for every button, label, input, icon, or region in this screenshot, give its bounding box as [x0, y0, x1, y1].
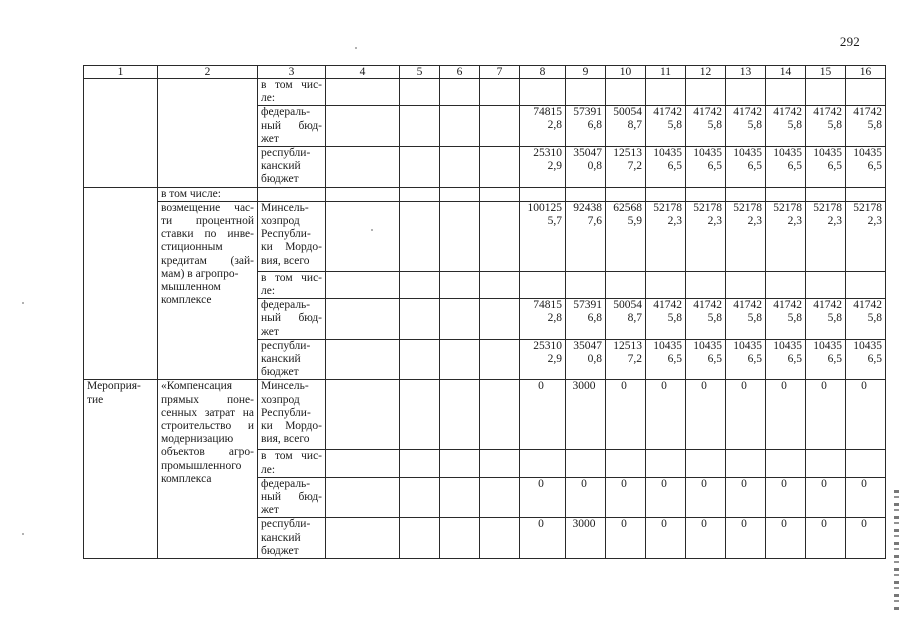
- value-part: 10435: [693, 339, 722, 352]
- empty-cell: [400, 201, 440, 271]
- value-cell: 0: [726, 477, 766, 518]
- column-number: 10: [606, 66, 646, 79]
- republican-budget-label: республи- канский бюджет: [258, 339, 326, 380]
- empty-cell: [440, 518, 480, 559]
- empty-cell: [566, 450, 606, 477]
- value-cell: [806, 299, 846, 340]
- empty-cell: [846, 187, 886, 201]
- empty-cell: [726, 450, 766, 477]
- empty-cell: [326, 106, 400, 147]
- empty-cell: [326, 147, 400, 188]
- value-cell: [566, 106, 606, 147]
- empty-cell: [686, 271, 726, 298]
- empty-cell: [400, 450, 440, 477]
- federal-budget-label: федераль- ный бюд- жет: [258, 106, 326, 147]
- federal-budget-label: федераль- ный бюд- жет: [258, 477, 326, 518]
- empty-cell: [646, 79, 686, 106]
- subsidy-description: возмещение час- ти процентной ставки по инве- стиционным кредитам (зай- мам) в агропро- мышленном комплексе: [158, 201, 258, 380]
- empty-cell: [846, 79, 886, 106]
- value-part: 6,5: [827, 352, 842, 365]
- value-cell: 0: [766, 380, 806, 450]
- value-part: 10435: [813, 339, 842, 352]
- value-cell: [766, 147, 806, 188]
- value-cell: [646, 147, 686, 188]
- value-part: 6,5: [827, 160, 842, 173]
- empty-cell: [726, 187, 766, 201]
- value-cell: 0: [520, 518, 566, 559]
- value-part: 6,5: [867, 352, 882, 365]
- value-part: 50054: [613, 299, 642, 312]
- in-that-number-label: в том чис- ле:: [258, 79, 326, 106]
- empty-cell: [766, 79, 806, 106]
- empty-cell: [766, 271, 806, 298]
- value-cell: [606, 339, 646, 380]
- column-number: 11: [646, 66, 686, 79]
- empty-cell: [520, 450, 566, 477]
- value-part: 12513: [613, 339, 642, 352]
- empty-cell: [766, 187, 806, 201]
- empty-cell: [806, 187, 846, 201]
- empty-cell: [400, 147, 440, 188]
- value-part: 5,8: [787, 312, 802, 325]
- column-number: 5: [400, 66, 440, 79]
- value-cell: [726, 106, 766, 147]
- value-part: 41742: [733, 299, 762, 312]
- value-part: 5,8: [787, 119, 802, 132]
- value-part: 10435: [653, 339, 682, 352]
- value-part: 5,8: [827, 312, 842, 325]
- value-cell: [686, 339, 726, 380]
- value-part: 10435: [773, 339, 802, 352]
- value-part: 41742: [653, 299, 682, 312]
- empty-cell: [326, 201, 400, 271]
- value-part: 6,5: [667, 160, 682, 173]
- empty-cell: [480, 380, 520, 450]
- in-that-number-label: в том чис- ле:: [258, 271, 326, 298]
- value-part: 41742: [813, 106, 842, 119]
- empty-cell: [258, 187, 326, 201]
- value-part: 52178: [853, 201, 882, 214]
- column-number: 4: [326, 66, 400, 79]
- value-cell: [846, 201, 886, 271]
- value-cell: [726, 201, 766, 271]
- value-part: 2,8: [547, 119, 562, 132]
- value-part: 25310: [533, 339, 562, 352]
- value-cell: [646, 299, 686, 340]
- column-number: 13: [726, 66, 766, 79]
- value-part: 8,7: [627, 312, 642, 325]
- empty-cell: [440, 106, 480, 147]
- value-cell: 0: [606, 477, 646, 518]
- value-part: 10435: [813, 147, 842, 160]
- value-cell: [846, 147, 886, 188]
- empty-cell: [440, 380, 480, 450]
- value-cell: 0: [646, 518, 686, 559]
- value-part: 5,8: [747, 312, 762, 325]
- value-part: 50054: [613, 106, 642, 119]
- column-number: 9: [566, 66, 606, 79]
- value-cell: [806, 147, 846, 188]
- empty-cell: [440, 299, 480, 340]
- empty-cell: [520, 271, 566, 298]
- empty-cell: [400, 518, 440, 559]
- value-cell: 0: [646, 380, 686, 450]
- value-part: 52178: [733, 201, 762, 214]
- value-cell: 3000: [566, 380, 606, 450]
- value-part: 6,5: [747, 352, 762, 365]
- value-part: 92438: [573, 201, 602, 214]
- empty-cell: [326, 187, 400, 201]
- value-part: 10435: [693, 147, 722, 160]
- value-part: 5,8: [707, 312, 722, 325]
- value-cell: [646, 201, 686, 271]
- value-part: 52178: [653, 201, 682, 214]
- event-cell-empty: [84, 187, 158, 380]
- value-part: 2,3: [707, 214, 722, 227]
- empty-cell: [480, 450, 520, 477]
- empty-cell: [646, 450, 686, 477]
- value-cell: 0: [606, 518, 646, 559]
- value-part: 6,5: [787, 352, 802, 365]
- value-part: 6,5: [747, 160, 762, 173]
- value-cell: 0: [846, 380, 886, 450]
- value-cell: [686, 299, 726, 340]
- value-cell: [566, 147, 606, 188]
- budget-table: [83, 65, 886, 559]
- empty-cell: [400, 271, 440, 298]
- value-part: 5,8: [867, 312, 882, 325]
- value-part: 52178: [693, 201, 722, 214]
- empty-cell: [646, 187, 686, 201]
- scan-speck: [371, 229, 373, 231]
- value-part: 5,8: [707, 119, 722, 132]
- value-part: 5,8: [867, 119, 882, 132]
- value-part: 52178: [773, 201, 802, 214]
- value-cell: 0: [806, 477, 846, 518]
- empty-cell: [400, 79, 440, 106]
- federal-budget-label: федераль- ный бюд- жет: [258, 299, 326, 340]
- empty-cell: [480, 147, 520, 188]
- value-part: 6,8: [587, 119, 602, 132]
- column-number: 16: [846, 66, 886, 79]
- value-part: 41742: [853, 106, 882, 119]
- value-part: 5,8: [747, 119, 762, 132]
- empty-cell: [326, 477, 400, 518]
- empty-cell: [326, 380, 400, 450]
- scan-speck: [22, 302, 24, 304]
- republican-budget-label: республи- канский бюджет: [258, 518, 326, 559]
- value-part: 2,3: [747, 214, 762, 227]
- value-cell: 0: [566, 477, 606, 518]
- value-part: 100125: [527, 201, 562, 214]
- value-cell: 0: [606, 380, 646, 450]
- value-part: 6,5: [667, 352, 682, 365]
- value-part: 7,2: [627, 352, 642, 365]
- empty-cell: [400, 299, 440, 340]
- value-cell: 0: [766, 518, 806, 559]
- empty-cell: [480, 477, 520, 518]
- value-part: 52178: [813, 201, 842, 214]
- empty-cell: [726, 79, 766, 106]
- value-part: 41742: [773, 299, 802, 312]
- value-cell: [606, 106, 646, 147]
- empty-cell: [686, 79, 726, 106]
- value-part: 35047: [573, 339, 602, 352]
- column-number: 12: [686, 66, 726, 79]
- value-part: 57391: [573, 106, 602, 119]
- value-cell: 0: [520, 380, 566, 450]
- empty-cell: [326, 450, 400, 477]
- value-part: 2,9: [547, 160, 562, 173]
- value-part: 41742: [693, 299, 722, 312]
- description-cell-empty: [158, 79, 258, 188]
- value-cell: [846, 299, 886, 340]
- empty-cell: [846, 271, 886, 298]
- value-part: 5,8: [667, 119, 682, 132]
- value-cell: 0: [520, 477, 566, 518]
- value-cell: [520, 147, 566, 188]
- value-part: 8,7: [627, 119, 642, 132]
- value-cell: [520, 339, 566, 380]
- value-cell: [566, 299, 606, 340]
- value-part: 5,9: [627, 214, 642, 227]
- in-that-number-label: в том чис- ле:: [258, 450, 326, 477]
- table-row: [84, 380, 886, 450]
- empty-cell: [480, 299, 520, 340]
- value-cell: 0: [686, 518, 726, 559]
- value-cell: [646, 339, 686, 380]
- value-part: 7,6: [587, 214, 602, 227]
- value-cell: [566, 339, 606, 380]
- value-part: 57391: [573, 299, 602, 312]
- value-cell: [520, 106, 566, 147]
- value-part: 41742: [693, 106, 722, 119]
- value-cell: [520, 201, 566, 271]
- empty-cell: [326, 518, 400, 559]
- value-part: 35047: [573, 147, 602, 160]
- value-cell: [726, 299, 766, 340]
- ministry-total-label: Минсель- хозпрод Республи- ки Мордо- вия, всего: [258, 380, 326, 450]
- compensation-description: «Компенсация прямых поне- сенных затрат на строительство и модернизацию объектов агро- промышленного комплекса: [158, 380, 258, 559]
- empty-cell: [400, 187, 440, 201]
- empty-cell: [326, 339, 400, 380]
- empty-cell: [480, 339, 520, 380]
- empty-cell: [606, 271, 646, 298]
- value-cell: [766, 339, 806, 380]
- republican-budget-label: республи- канский бюджет: [258, 147, 326, 188]
- empty-cell: [326, 299, 400, 340]
- empty-cell: [520, 187, 566, 201]
- value-cell: 0: [766, 477, 806, 518]
- in-that-number-col2: в том числе:: [158, 187, 258, 201]
- table-row: [84, 187, 886, 201]
- value-cell: [606, 299, 646, 340]
- value-cell: 3000: [566, 518, 606, 559]
- value-cell: 0: [806, 518, 846, 559]
- empty-cell: [440, 201, 480, 271]
- value-cell: [686, 201, 726, 271]
- value-part: 25310: [533, 147, 562, 160]
- value-cell: [726, 339, 766, 380]
- value-cell: 0: [686, 477, 726, 518]
- value-cell: [806, 339, 846, 380]
- empty-cell: [400, 339, 440, 380]
- empty-cell: [606, 450, 646, 477]
- empty-cell: [440, 187, 480, 201]
- value-part: 41742: [733, 106, 762, 119]
- value-part: 6,5: [867, 160, 882, 173]
- value-cell: [766, 299, 806, 340]
- value-cell: 0: [646, 477, 686, 518]
- scan-speck: [22, 533, 24, 535]
- empty-cell: [766, 450, 806, 477]
- empty-cell: [606, 79, 646, 106]
- value-part: 41742: [773, 106, 802, 119]
- value-part: 6,8: [587, 312, 602, 325]
- value-cell: [606, 201, 646, 271]
- value-cell: 0: [726, 380, 766, 450]
- value-part: 2,3: [827, 214, 842, 227]
- empty-cell: [440, 147, 480, 188]
- value-part: 6,5: [707, 160, 722, 173]
- empty-cell: [806, 450, 846, 477]
- value-part: 2,3: [787, 214, 802, 227]
- ministry-total-label: Минсель- хозпрод Республи- ки Мордо- вия, всего: [258, 201, 326, 271]
- value-cell: 0: [846, 477, 886, 518]
- empty-cell: [440, 339, 480, 380]
- value-part: 10435: [853, 339, 882, 352]
- empty-cell: [400, 106, 440, 147]
- empty-cell: [480, 518, 520, 559]
- value-cell: 0: [686, 380, 726, 450]
- value-part: 10435: [853, 147, 882, 160]
- value-part: 41742: [813, 299, 842, 312]
- column-number: 7: [480, 66, 520, 79]
- value-cell: 0: [726, 518, 766, 559]
- value-cell: 0: [846, 518, 886, 559]
- value-part: 10435: [733, 339, 762, 352]
- table-row: [84, 79, 886, 106]
- value-part: 41742: [853, 299, 882, 312]
- empty-cell: [846, 450, 886, 477]
- column-number-row: [84, 66, 886, 79]
- value-cell: [646, 106, 686, 147]
- empty-cell: [326, 79, 400, 106]
- empty-cell: [566, 187, 606, 201]
- value-part: 74815: [533, 299, 562, 312]
- empty-cell: [480, 271, 520, 298]
- column-number: 2: [158, 66, 258, 79]
- value-part: 10435: [733, 147, 762, 160]
- empty-cell: [440, 450, 480, 477]
- value-cell: [606, 147, 646, 188]
- empty-cell: [806, 79, 846, 106]
- empty-cell: [566, 271, 606, 298]
- empty-cell: [480, 201, 520, 271]
- empty-cell: [400, 477, 440, 518]
- value-part: 2,8: [547, 312, 562, 325]
- value-cell: 0: [806, 380, 846, 450]
- empty-cell: [726, 271, 766, 298]
- event-cell-empty: [84, 79, 158, 188]
- empty-cell: [686, 187, 726, 201]
- empty-cell: [566, 79, 606, 106]
- empty-cell: [806, 271, 846, 298]
- value-part: 2,3: [867, 214, 882, 227]
- value-part: 12513: [613, 147, 642, 160]
- value-cell: [806, 106, 846, 147]
- page-number: 292: [839, 34, 860, 49]
- value-part: 7,2: [627, 160, 642, 173]
- empty-cell: [480, 187, 520, 201]
- value-part: 62568: [613, 201, 642, 214]
- event-label: Мероприя- тие: [84, 380, 158, 559]
- value-cell: [566, 201, 606, 271]
- empty-cell: [440, 271, 480, 298]
- column-number: 14: [766, 66, 806, 79]
- value-part: 5,8: [827, 119, 842, 132]
- value-cell: [846, 106, 886, 147]
- value-part: 6,5: [787, 160, 802, 173]
- column-number: 1: [84, 66, 158, 79]
- empty-cell: [400, 380, 440, 450]
- value-part: 0,8: [587, 160, 602, 173]
- empty-cell: [686, 450, 726, 477]
- value-cell: [806, 201, 846, 271]
- scan-edge-mark: [894, 490, 899, 612]
- empty-cell: [326, 271, 400, 298]
- value-part: 41742: [653, 106, 682, 119]
- empty-cell: [520, 79, 566, 106]
- empty-cell: [440, 79, 480, 106]
- value-cell: [726, 147, 766, 188]
- value-cell: [846, 339, 886, 380]
- column-number: 6: [440, 66, 480, 79]
- column-number: 8: [520, 66, 566, 79]
- table-row: [84, 201, 886, 271]
- value-cell: [686, 106, 726, 147]
- value-part: 5,8: [667, 312, 682, 325]
- scan-speck: [355, 47, 357, 49]
- value-part: 5,7: [547, 214, 562, 227]
- empty-cell: [646, 271, 686, 298]
- value-part: 10435: [653, 147, 682, 160]
- column-number: 3: [258, 66, 326, 79]
- value-cell: [766, 106, 806, 147]
- empty-cell: [606, 187, 646, 201]
- value-part: 2,9: [547, 352, 562, 365]
- value-part: 0,8: [587, 352, 602, 365]
- value-part: 2,3: [667, 214, 682, 227]
- value-cell: [520, 299, 566, 340]
- value-cell: [766, 201, 806, 271]
- value-cell: [686, 147, 726, 188]
- empty-cell: [480, 106, 520, 147]
- empty-cell: [480, 79, 520, 106]
- value-part: 6,5: [707, 352, 722, 365]
- value-part: 10435: [773, 147, 802, 160]
- value-part: 74815: [533, 106, 562, 119]
- empty-cell: [440, 477, 480, 518]
- column-number: 15: [806, 66, 846, 79]
